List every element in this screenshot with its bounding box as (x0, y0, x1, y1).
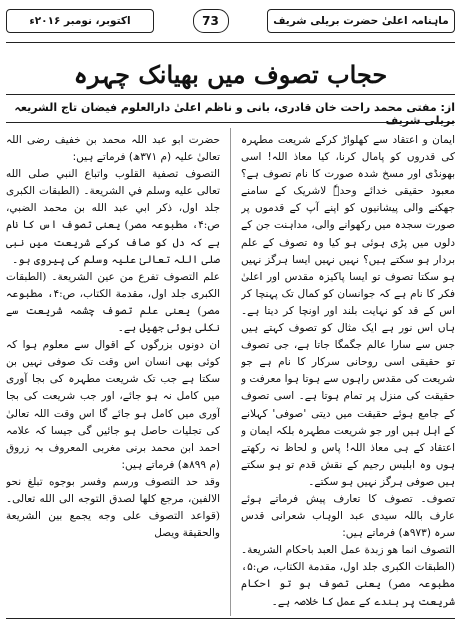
article-author: از: مفتی محمد راحت خان قادری، بانی و ناظم اعلیٰ دارالعلوم فیضان تاج الشریعہ بریلی شریف (14, 101, 455, 127)
arabic-quote: علم التصوف تفرع من عين الشريعة۔ (الطبقات الكبرى جلد اول، مقدمة الكتاب، ص:۴، مطبوعہ مصر) یعنی علم تصوف چشمہ شریعت سے نکلی ہوئی جھیل ہے۔ (6, 270, 220, 335)
arabic-quote: التصوف تصفية القلوب واتباع النبي صلى الله تعالى عليه وسلم في الشريعة۔ (الطبقات الكبرى جلد اول، ذكر ابي عبد الله بن محمد الضبي، ص:۴، مطبوعہ مصر) یعنی تصوف اس کا نام ہے کہ دل کو صاف کرکے شریعت میں نبی صلی اللہ تعالیٰ علیہ وسلم کی پیروی ہو۔ (6, 168, 220, 266)
right-column (241, 132, 455, 610)
column-divider (230, 128, 231, 616)
paragraph: تصوف۔ تصوف کا تعارف پیش فرماتے ہوئے عارف باللہ سیدی عبد الوہاب شعرانی قدس سرہ (۹۷۳ھ) فرماتے ہیں: (241, 492, 455, 540)
author-rule (6, 122, 455, 123)
paragraph: حضرت ابو عبد اللہ محمد بن خفیف رضی اللہ تعالیٰ علیہ (م ۳۷۱ھ) فرماتے ہیں: (6, 134, 220, 164)
page-number: 73 (193, 9, 229, 33)
title-rule (6, 94, 455, 95)
footer-rule (6, 618, 455, 619)
header-rule (6, 42, 455, 43)
magazine-name: ماہنامہ اعلیٰ حضرت بریلی شریف (267, 9, 455, 33)
arabic-quote: وقد حد التصوف ورسم وفسر بوجوه تبلغ نحو الالفين، مرجع كلها لصدق التوجه الى الله تعالى۔ (قواعد التصوف على وجه يجمع بين الشريعة والحقيقة ويصل (6, 475, 220, 540)
paragraph: ایمان و اعتقاد سے کھلواڑ کرکے شریعت مطہرہ کی قدروں کو پامال کرنا، کیا معاذ اللہ! اسی بھونڈی اور مسخ شدہ صورت کا نام تصوف ہے؟ معبود حقیقی خدائے وحدہٗ لاشریک کے سامنے جھکنے والی پیشانیوں کو اپنے آپ کے قدموں پر صورت سجدہ میں رکھوانے والی، مداہنت جن کے دلوں میں پڑی ہوئی ہو کیا وہ تصوف کے علم بردار ہو سکتے ہیں؟ نہیں نہیں ایسا ہرگز نہیں ہو سکتا تصوف تو ایسا پاکیزہ مقدس اور اعلیٰ فکر کا نام ہے کہ جوانسان کو کمال تک پہنچا کر اس کے قد کو نہایت بلند اور اونچا کر دیتا ہے۔ ہاں اس نور ہے ایک مثال کو تصوف کہتے ہیں جس سے سارا عالم جگمگا جاتا ہے، جی تصوف تو حقیقی اسی روحانی سرکار کا نام ہے جو شریعت کی مقدس راہوں سے ہوتا ہوا معرفت و حقیقت کی منزل پر تمام ہوتا ہے۔ اسی تصوف کے جامع ہوئے حقیقت میں دیتی 'صوفی' کہلانے کے اہل ہیں اور جو شریعت مطہرہ بلکہ ایمان و اعتقاد کے ہی معاذ اللہ! پاس و لحاظ نہ رکھتے ہوں وہ ابلیس رجیم کے نقش قدم تو ہو سکتے ہیں صوفی ہرگز نہیں ہو سکتے۔ (241, 134, 455, 488)
paragraph: ان دونوں بزرگوں کے اقوال سے معلوم ہوا کہ کوئی بھی انسان اس وقت تک صوفی نہیں بن سکتا ہے جب تک شریعت مطہرہ کی بجا آوری میں کامل نہ ہو جائے، اور جب شریعت کی بجا آوری میں کامل ہو جائے گا اس وقت اللہ تعالیٰ کی تجلیات حاصل ہو جائیں گی جیسا کہ علامہ احمد ابن محمد برنی مغربی المعروف بہ زروق (م ۸۹۹ھ) فرماتے ہیں: (6, 339, 220, 471)
magazine-page (6, 6, 455, 622)
article-title: حجاب تصوف میں بھیانک چہرہ (73, 60, 388, 89)
issue-date: اکتوبر، نومبر ۲۰۱۶ء (6, 9, 154, 33)
arabic-quote: التصوف انما هو زبدة عمل العبد باحكام الشريعة۔ (الطبقات الكبرى جلد اول، مقدمة الكتاب، ص:۵، مطبوعہ مصر) یعنی تصوف ہو تو احکام شریعت پر بندے کے عمل کا خلاصہ ہے۔ (241, 544, 455, 608)
page-header (6, 6, 455, 36)
left-column (6, 132, 220, 610)
